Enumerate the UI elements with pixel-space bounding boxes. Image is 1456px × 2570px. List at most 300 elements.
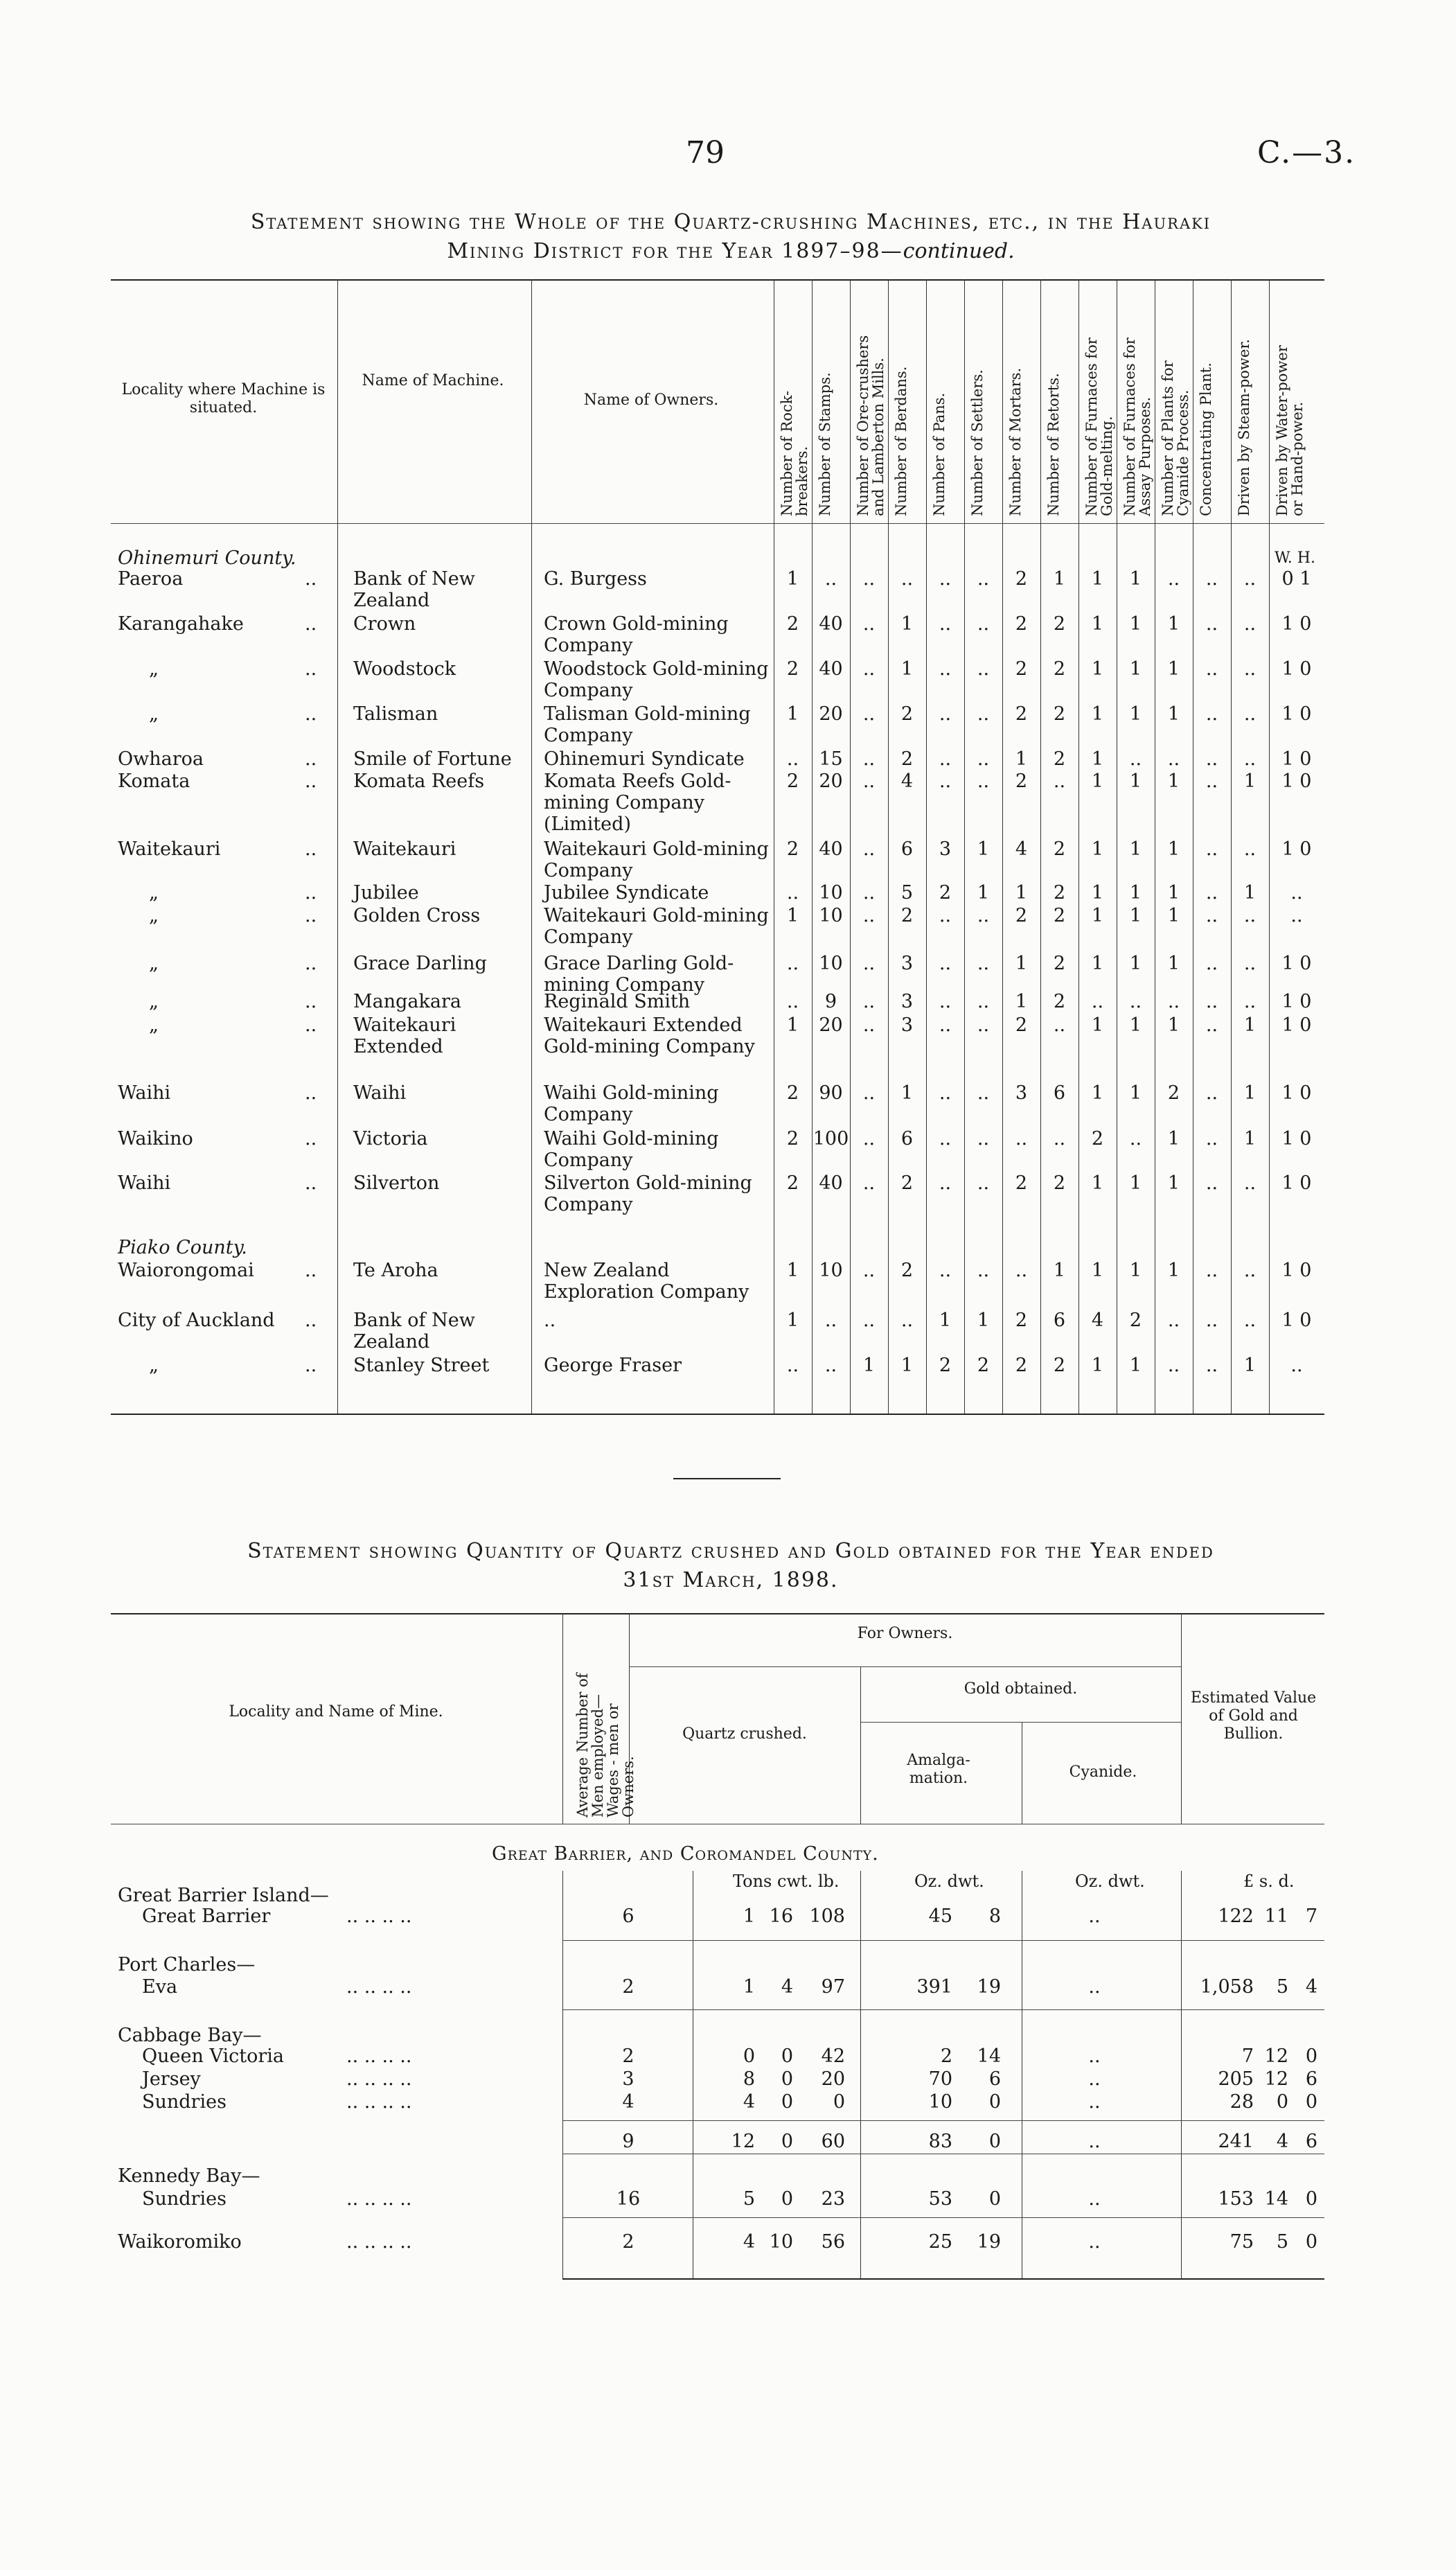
amalg-oz: 25 xyxy=(928,2231,952,2253)
group-heading: Port Charles— xyxy=(118,1954,256,1975)
value-cell: 1 xyxy=(1243,1082,1257,1104)
table2-header-for-owners: For Owners. xyxy=(857,1625,953,1642)
machine-name-cell: Stanley Street xyxy=(353,1355,490,1376)
locality-leader: .. xyxy=(305,905,317,926)
quartz-tons: 1 xyxy=(743,1906,755,1927)
value-pounds: 7 xyxy=(1241,2045,1254,2067)
quartz-tons: 0 xyxy=(743,2045,755,2067)
locality-cell: „ xyxy=(149,991,159,1012)
value-cell: .. xyxy=(939,703,952,725)
value-cell: 1 xyxy=(1091,771,1104,792)
mine-name: Great Barrier xyxy=(142,1906,271,1927)
men-cell: 2 xyxy=(622,2231,634,2253)
table2-title-line1: Statement showing Quantity of Quartz crushed and Gold obtained for the Year ended xyxy=(247,1539,1214,1563)
locality-cell: „ xyxy=(149,658,159,680)
quartz-lb: 0 xyxy=(833,2091,845,2113)
leader-dots: .. .. .. .. xyxy=(346,1976,412,1998)
value-cell: 1 xyxy=(1053,1260,1066,1281)
table2-title-line2: 31st March, 1898. xyxy=(623,1568,839,1592)
value-cell: 2 xyxy=(1091,1128,1104,1150)
value-cell: 1 xyxy=(1167,771,1180,792)
quartz-cwt: 4 xyxy=(781,1976,793,1998)
table1-title-line1: Statement showing the Whole of the Quartz-crushing Machines, etc., in the Hauraki xyxy=(250,210,1211,234)
value-cell: .. xyxy=(786,991,799,1012)
value-cell: 2 xyxy=(1053,1355,1066,1376)
value-cell: 2 xyxy=(786,771,799,792)
value-cell: .. xyxy=(862,882,876,904)
value-cell: .. xyxy=(862,838,876,860)
quartz-tons: 4 xyxy=(743,2091,755,2113)
value-shillings: 0 xyxy=(1276,2091,1288,2113)
leader-dots: .. .. .. .. xyxy=(346,2091,412,2113)
table1-header-numeric: Number of Plants for Cyanide Process. xyxy=(1160,360,1191,516)
value-cell: 6 xyxy=(1053,1310,1066,1331)
machine-name-cell: Waitekauri Extended xyxy=(353,1014,456,1057)
value-cell: 1 0 xyxy=(1281,1310,1312,1331)
value-pence: 4 xyxy=(1305,1976,1317,1998)
machine-name-cell: Bank of New Zealand xyxy=(353,568,475,611)
value-cell: 1 xyxy=(1129,1172,1142,1194)
mine-name: Sundries xyxy=(142,2188,227,2210)
cyanide-cell: .. xyxy=(1088,2231,1101,2253)
value-cell: 40 xyxy=(819,838,843,860)
table2-subrule xyxy=(860,1722,1181,1723)
value-cell: .. xyxy=(977,613,990,635)
value-cell: 2 xyxy=(900,703,914,725)
value-cell: .. xyxy=(939,1260,952,1281)
value-cell: 1 xyxy=(1167,953,1180,974)
owner-cell: Waihi Gold-mining Company xyxy=(544,1128,719,1171)
table1-header-numeric: Driven by Steam-power. xyxy=(1236,339,1252,516)
cyanide-cell: .. xyxy=(1088,2131,1101,2152)
quartz-lb: 23 xyxy=(821,2188,845,2210)
owner-cell: .. xyxy=(544,1310,556,1331)
quartz-lb: 20 xyxy=(821,2068,845,2090)
value-cell: 1 xyxy=(786,1260,799,1281)
value-cell: .. xyxy=(1205,1260,1218,1281)
value-cell: 1 xyxy=(1091,703,1104,725)
machine-name-cell: Smile of Fortune xyxy=(353,748,512,770)
value-cell: 2 xyxy=(900,748,914,770)
value-cell: 1 0 xyxy=(1281,1260,1312,1281)
value-cell: 3 xyxy=(900,953,914,974)
value-cell: .. xyxy=(977,1128,990,1150)
value-cell: .. xyxy=(862,568,876,590)
value-cell: .. xyxy=(1290,1355,1303,1376)
table1-header-numeric: Number of Berdans. xyxy=(893,366,909,516)
value-cell: .. xyxy=(939,1082,952,1104)
locality-leader: .. xyxy=(305,1172,317,1194)
locality-cell: Owharoa xyxy=(118,748,204,770)
units-quartz: Tons cwt. lb. xyxy=(733,1872,840,1891)
value-shillings: 12 xyxy=(1264,2068,1288,2090)
value-cell: 2 xyxy=(786,1082,799,1104)
value-cell: 1 xyxy=(977,838,990,860)
value-cell: 2 xyxy=(1053,882,1066,904)
value-cell: .. xyxy=(939,658,952,680)
value-cell: 1 xyxy=(1129,1355,1142,1376)
quartz-tons: 5 xyxy=(743,2188,755,2210)
value-cell: 100 xyxy=(813,1128,849,1150)
value-cell: 1 xyxy=(1091,613,1104,635)
value-cell: 4 xyxy=(1015,838,1028,860)
men-cell: 2 xyxy=(622,2045,634,2067)
value-cell: .. xyxy=(1053,1014,1066,1036)
owner-cell: Komata Reefs Gold-mining Company (Limited) xyxy=(544,771,731,835)
machine-name-cell: Bank of New Zealand xyxy=(353,1310,475,1353)
value-cell: 1 xyxy=(1015,991,1028,1012)
men-cell: 6 xyxy=(622,1906,634,1927)
quartz-lb: 60 xyxy=(821,2131,845,2152)
locality-cell: Komata xyxy=(118,771,190,792)
owner-cell: Woodstock Gold-mining Company xyxy=(544,658,769,701)
quartz-tons: 8 xyxy=(743,2068,755,2090)
value-cell: 10 xyxy=(819,905,843,926)
value-cell: .. xyxy=(1290,905,1303,926)
locality-leader: .. xyxy=(305,991,317,1012)
value-pounds: 28 xyxy=(1229,2091,1254,2113)
value-cell: .. xyxy=(1243,1260,1257,1281)
value-cell: 1 xyxy=(786,1310,799,1331)
value-cell: .. xyxy=(977,1014,990,1036)
men-cell: 3 xyxy=(622,2068,634,2090)
value-cell: .. xyxy=(786,953,799,974)
value-cell: .. xyxy=(1205,953,1218,974)
value-cell: 2 xyxy=(786,1172,799,1194)
locality-cell: Waikino xyxy=(118,1128,193,1150)
value-cell: 2 xyxy=(1053,838,1066,860)
table1-top-rule xyxy=(111,279,1324,281)
value-cell: 1 xyxy=(1091,1355,1104,1376)
amalg-oz: 70 xyxy=(928,2068,952,2090)
value-cell: 1 xyxy=(1091,658,1104,680)
table1-column-rule xyxy=(531,279,532,1414)
value-cell: .. xyxy=(862,613,876,635)
machine-name-cell: Waihi xyxy=(353,1082,407,1104)
value-cell: 1 xyxy=(786,905,799,926)
value-cell: .. xyxy=(977,568,990,590)
value-cell: .. xyxy=(939,613,952,635)
value-cell: .. xyxy=(939,1014,952,1036)
table1-header-numeric: Number of Rock- breakers. xyxy=(779,390,810,516)
value-cell: 1 xyxy=(1129,1260,1142,1281)
value-cell: .. xyxy=(862,1014,876,1036)
value-cell: .. xyxy=(1205,1082,1218,1104)
value-cell: .. xyxy=(1091,991,1104,1012)
value-cell: .. xyxy=(862,771,876,792)
value-cell: 1 xyxy=(1091,905,1104,926)
owner-cell: New Zealand Exploration Company xyxy=(544,1260,749,1303)
value-shillings: 5 xyxy=(1276,2231,1288,2253)
value-cell: .. xyxy=(862,658,876,680)
value-cell: 1 xyxy=(1129,658,1142,680)
mine-name: Queen Victoria xyxy=(142,2045,284,2067)
value-cell: 2 xyxy=(1015,1310,1028,1331)
value-cell: 1 xyxy=(1015,748,1028,770)
value-cell: 40 xyxy=(819,658,843,680)
cyanide-cell: .. xyxy=(1088,2188,1101,2210)
value-cell: .. xyxy=(900,1310,914,1331)
value-cell: .. xyxy=(1205,905,1218,926)
amalg-dwt: 6 xyxy=(988,2068,1001,2090)
men-cell: 2 xyxy=(622,1976,634,1998)
value-cell: .. xyxy=(939,953,952,974)
value-cell: .. xyxy=(1205,568,1218,590)
value-cell: .. xyxy=(939,748,952,770)
value-cell: .. xyxy=(939,991,952,1012)
value-cell: 1 0 xyxy=(1281,703,1312,725)
value-cell: 1 0 xyxy=(1281,613,1312,635)
value-shillings: 5 xyxy=(1276,1976,1288,1998)
value-cell: 3 xyxy=(939,838,952,860)
value-cell: .. xyxy=(1015,1260,1028,1281)
quartz-tons: 4 xyxy=(743,2231,755,2253)
value-shillings: 4 xyxy=(1276,2131,1288,2152)
value-cell: .. xyxy=(862,1082,876,1104)
value-cell: 2 xyxy=(1053,1172,1066,1194)
value-cell: 1 xyxy=(1091,838,1104,860)
value-cell: 1 xyxy=(1129,882,1142,904)
leader-dots: .. .. .. .. xyxy=(346,2188,412,2210)
value-cell: .. xyxy=(977,1260,990,1281)
value-cell: .. xyxy=(1167,991,1180,1012)
value-cell: 2 xyxy=(900,905,914,926)
value-cell: 1 0 xyxy=(1281,658,1312,680)
value-cell: 2 xyxy=(1015,905,1028,926)
value-cell: 1 xyxy=(1167,1172,1180,1194)
value-cell: 2 xyxy=(1015,771,1028,792)
section-divider xyxy=(673,1478,781,1479)
value-cell: 1 xyxy=(1091,1172,1104,1194)
locality-leader: .. xyxy=(305,1128,317,1150)
value-cell: 0 1 xyxy=(1281,568,1312,590)
value-cell: 1 0 xyxy=(1281,1172,1312,1194)
value-cell: 2 xyxy=(900,1260,914,1281)
value-cell: 2 xyxy=(786,838,799,860)
locality-leader: .. xyxy=(305,1260,317,1281)
value-cell: .. xyxy=(1243,1172,1257,1194)
value-cell: .. xyxy=(1243,703,1257,725)
table2-section-heading: Great Barrier, and Coromandel County. xyxy=(492,1843,879,1865)
value-cell: 2 xyxy=(1015,1014,1028,1036)
value-cell: .. xyxy=(1243,838,1257,860)
table2-title xyxy=(97,1537,1365,1595)
value-cell: .. xyxy=(1015,1128,1028,1150)
table1-title-line2: Mining District for the Year 1897–98—continued. xyxy=(447,239,1015,263)
value-cell: .. xyxy=(862,905,876,926)
value-cell: 1 xyxy=(1243,1355,1257,1376)
value-shillings: 12 xyxy=(1264,2045,1288,2067)
value-cell: 1 xyxy=(1167,1014,1180,1036)
value-cell: 1 xyxy=(900,658,914,680)
value-cell: 2 xyxy=(1053,748,1066,770)
quartz-lb: 108 xyxy=(809,1906,845,1927)
value-cell: 1 xyxy=(900,1082,914,1104)
value-cell: 1 xyxy=(786,1014,799,1036)
table2-header-quartz: Quartz crushed. xyxy=(682,1725,807,1743)
value-cell: 2 xyxy=(1053,703,1066,725)
value-cell: .. xyxy=(824,1355,837,1376)
table1-header-numeric: Number of Furnaces for Gold-melting. xyxy=(1083,337,1115,516)
units-amalg: Oz. dwt. xyxy=(914,1872,984,1891)
mine-name: Waikoromiko xyxy=(118,2231,242,2253)
value-cell: 5 xyxy=(900,882,914,904)
value-cell: .. xyxy=(900,568,914,590)
value-cell: .. xyxy=(1205,838,1218,860)
value-cell: 2 xyxy=(1167,1082,1180,1104)
value-cell: .. xyxy=(1205,991,1218,1012)
value-cell: .. xyxy=(977,1172,990,1194)
amalg-dwt: 19 xyxy=(977,2231,1001,2253)
men-cell: 16 xyxy=(616,2188,641,2210)
value-cell: 2 xyxy=(1053,991,1066,1012)
value-cell: 2 xyxy=(786,1128,799,1150)
mine-name: Jersey xyxy=(142,2068,201,2090)
table2-col-rule xyxy=(1181,1613,1182,1824)
mine-name: Eva xyxy=(142,1976,178,1998)
value-cell: .. xyxy=(1205,1172,1218,1194)
locality-leader: .. xyxy=(305,771,317,792)
value-cell: .. xyxy=(1243,1310,1257,1331)
value-cell: .. xyxy=(1205,1310,1218,1331)
value-cell: .. xyxy=(977,953,990,974)
value-cell: .. xyxy=(1290,882,1303,904)
table1-header-numeric: Number of Settlers. xyxy=(969,369,986,516)
value-cell: 2 xyxy=(1015,1355,1028,1376)
value-cell: 1 xyxy=(900,1355,914,1376)
value-cell: .. xyxy=(862,1310,876,1331)
value-cell: .. xyxy=(786,748,799,770)
value-cell: .. xyxy=(939,1172,952,1194)
table1-bottom-rule xyxy=(111,1414,1324,1415)
table2-bottom-rule xyxy=(562,2278,1324,2280)
table1-header-numeric: Driven by Water-power or Hand-power. xyxy=(1274,345,1306,516)
value-cell: .. xyxy=(1205,1355,1218,1376)
table1-header-wh: W. H. xyxy=(1275,549,1315,567)
value-cell: .. xyxy=(862,1260,876,1281)
table2-top-rule xyxy=(111,1613,1324,1614)
quartz-lb: 97 xyxy=(821,1976,845,1998)
value-cell: .. xyxy=(1129,991,1142,1012)
value-cell: 20 xyxy=(819,771,843,792)
locality-leader: .. xyxy=(305,1310,317,1331)
value-cell: .. xyxy=(977,658,990,680)
value-cell: .. xyxy=(1243,991,1257,1012)
table1-header-numeric: Number of Retorts. xyxy=(1045,373,1062,516)
mine-name: Sundries xyxy=(142,2091,227,2113)
value-cell: .. xyxy=(1205,658,1218,680)
value-cell: 1 xyxy=(1091,1014,1104,1036)
locality-leader: .. xyxy=(305,613,317,635)
locality-cell: Waitekauri xyxy=(118,838,221,860)
value-cell: 1 xyxy=(1129,838,1142,860)
value-cell: 1 xyxy=(1091,748,1104,770)
locality-cell: „ xyxy=(149,905,159,926)
table2-col-rule xyxy=(562,1613,563,1824)
value-cell: 1 xyxy=(977,1310,990,1331)
value-cell: 2 xyxy=(1015,568,1028,590)
value-cell: .. xyxy=(1167,1310,1180,1331)
value-pence: 7 xyxy=(1305,1906,1317,1927)
value-cell: 6 xyxy=(900,838,914,860)
table1-header-numeric: Number of Ore-crushers and Lamberton Mills. xyxy=(855,335,887,516)
table1-header-numeric: Number of Mortars. xyxy=(1007,367,1024,516)
value-cell: .. xyxy=(862,953,876,974)
machine-name-cell: Mangakara xyxy=(353,991,461,1012)
value-cell: .. xyxy=(1243,613,1257,635)
table1-header-locality: Locality where Machine is situated. xyxy=(121,381,326,416)
value-cell: 6 xyxy=(900,1128,914,1150)
locality-leader: .. xyxy=(305,658,317,680)
value-cell: 2 xyxy=(1053,658,1066,680)
table2-header-value: Estimated Value of Gold and Bullion. xyxy=(1190,1689,1317,1743)
value-cell: 4 xyxy=(1091,1310,1104,1331)
locality-leader: .. xyxy=(305,1355,317,1376)
value-cell: .. xyxy=(1053,1128,1066,1150)
value-cell: .. xyxy=(1205,771,1218,792)
value-cell: 2 xyxy=(977,1355,990,1376)
group-heading: Kennedy Bay— xyxy=(118,2165,260,2187)
value-cell: .. xyxy=(1243,658,1257,680)
value-cell: 2 xyxy=(939,882,952,904)
value-cell: 1 xyxy=(1091,1260,1104,1281)
value-cell: 1 xyxy=(900,613,914,635)
value-cell: 3 xyxy=(900,1014,914,1036)
value-cell: 1 xyxy=(1243,1014,1257,1036)
value-cell: 1 xyxy=(1129,1082,1142,1104)
page-number: 79 xyxy=(686,135,725,170)
value-cell: .. xyxy=(1243,568,1257,590)
value-cell: 2 xyxy=(939,1355,952,1376)
table2-header-locality: Locality and Name of Mine. xyxy=(229,1703,443,1720)
value-cell: 15 xyxy=(819,748,843,770)
amalg-dwt: 0 xyxy=(988,2091,1001,2113)
men-cell: 4 xyxy=(622,2091,634,2113)
locality-leader: .. xyxy=(305,703,317,725)
value-cell: 2 xyxy=(786,658,799,680)
value-cell: 1 0 xyxy=(1281,1082,1312,1104)
value-cell: 40 xyxy=(819,613,843,635)
quartz-lb: 56 xyxy=(821,2231,845,2253)
value-cell: 1 0 xyxy=(1281,748,1312,770)
value-cell: 1 xyxy=(939,1310,952,1331)
machine-name-cell: Victoria xyxy=(353,1128,428,1150)
value-cell: 1 xyxy=(1167,658,1180,680)
value-cell: 1 xyxy=(1129,905,1142,926)
value-cell: 2 xyxy=(1015,1172,1028,1194)
table1-header-owners: Name of Owners. xyxy=(583,391,719,409)
locality-cell: „ xyxy=(149,703,159,725)
value-cell: 1 xyxy=(1167,838,1180,860)
amalg-oz: 391 xyxy=(916,1976,952,1998)
amalg-dwt: 0 xyxy=(988,2188,1001,2210)
value-cell: .. xyxy=(1243,748,1257,770)
value-pounds: 205 xyxy=(1218,2068,1254,2090)
value-cell: .. xyxy=(824,568,837,590)
units-cyanide: Oz. dwt. xyxy=(1075,1872,1145,1891)
owner-cell: G. Burgess xyxy=(544,568,647,590)
value-cell: .. xyxy=(977,748,990,770)
value-cell: 1 xyxy=(786,568,799,590)
value-cell: 1 xyxy=(862,1355,876,1376)
value-pence: 6 xyxy=(1305,2068,1317,2090)
table1-header-numeric: Number of Pans. xyxy=(931,392,948,516)
value-pence: 0 xyxy=(1305,2091,1317,2113)
quartz-tons: 12 xyxy=(731,2131,755,2152)
locality-cell: City of Auckland xyxy=(118,1310,275,1331)
machine-name-cell: Waitekauri xyxy=(353,838,456,860)
men-cell: 9 xyxy=(622,2131,634,2152)
